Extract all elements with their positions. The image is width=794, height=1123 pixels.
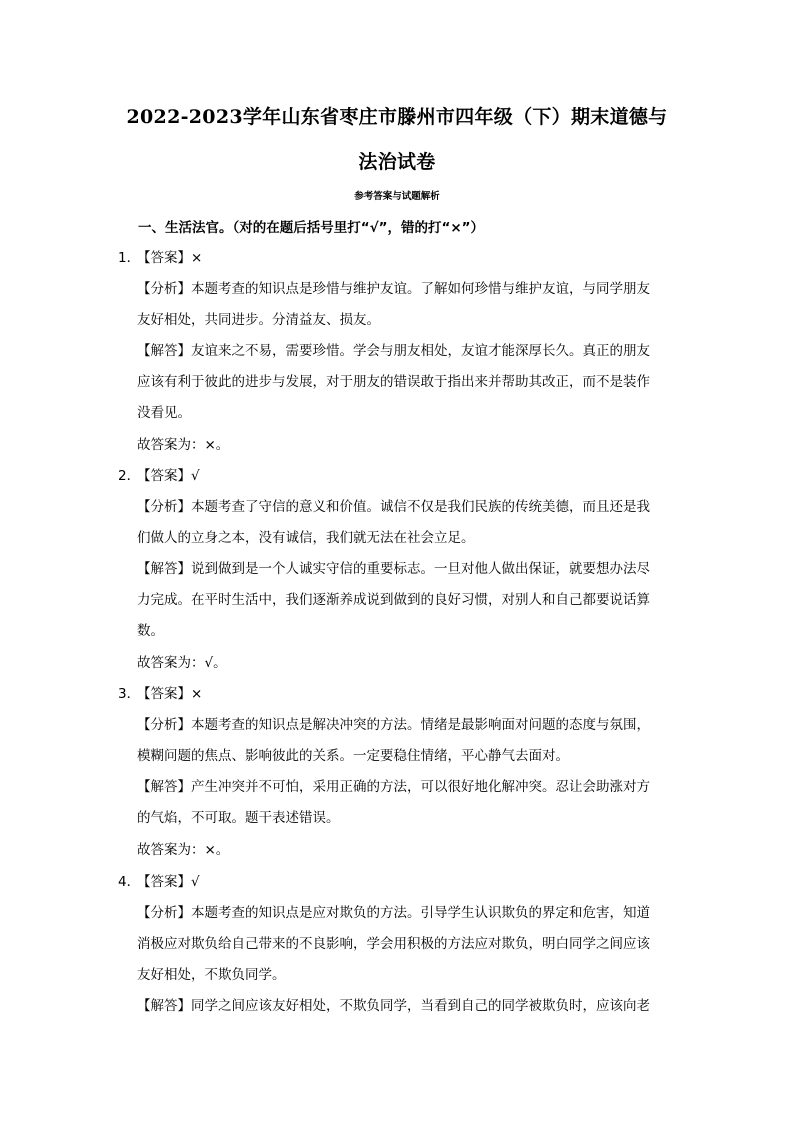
document-title-line-1: 2022-2023学年山东省枣庄市滕州市四年级（下）期末道德与 [126, 106, 668, 128]
question-number: 3． [118, 686, 141, 702]
solution-continuation: 数。 [137, 623, 164, 639]
conclusion-line: 故答案为：×。 [137, 842, 230, 858]
solution-continuation: 的气焰，不可取。题干表述错误。 [137, 810, 340, 826]
solution-continuation: 应该有利于彼此的进步与发展，对于朋友的错误敢于指出来并帮助其改正，而不是装作 [137, 374, 650, 390]
analysis-line: 【分析】本题考查了守信的意义和价值。诚信不仅是我们民族的传统美德，而且还是我 [137, 499, 650, 515]
question-number: 4． [118, 874, 141, 890]
analysis-continuation: 友好相处，不欺负同学。 [137, 967, 286, 983]
analysis-line: 【分析】本题考查的知识点是应对欺负的方法。引导学生认识欺负的界定和危害，知道 [137, 905, 650, 921]
solution-line: 【解答】说到做到是一个人诚实守信的重要标志。一旦对他人做出保证，就要想办法尽 [137, 561, 650, 577]
solution-line: 【解答】同学之间应该友好相处，不欺负同学，当看到自己的同学被欺负时，应该向老 [137, 998, 650, 1014]
answer-line: 【答案】× [137, 250, 203, 266]
answer-line: 【答案】√ [137, 874, 200, 890]
answer-line: 【答案】√ [137, 468, 200, 484]
conclusion-line: 故答案为：√。 [137, 655, 227, 671]
question-number: 1． [118, 250, 141, 266]
answer-line: 【答案】× [137, 686, 203, 702]
document-title-line-2: 法治试卷 [358, 151, 436, 173]
analysis-continuation: 模糊问题的焦点、影响彼此的关系。一定要稳住情绪，平心静气去面对。 [137, 748, 569, 764]
solution-continuation: 力完成。在平时生活中，我们逐渐养成说到做到的良好习惯，对别人和自己都要说话算 [137, 592, 650, 608]
solution-continuation: 没看见。 [137, 405, 191, 421]
analysis-continuation: 友好相处，共同进步。分清益友、损友。 [137, 312, 380, 328]
conclusion-line: 故答案为：×。 [137, 437, 230, 453]
analysis-continuation: 消极应对欺负给自己带来的不良影响，学会用积极的方法应对欺负，明白同学之间应该 [137, 936, 650, 952]
document-subtitle: 参考答案与试题解析 [354, 191, 440, 202]
section-heading: 一、生活法官。（对的在题后括号里打“√”，错的打“×”） [138, 220, 485, 236]
solution-line: 【解答】友谊来之不易，需要珍惜。学会与朋友相处，友谊才能深厚长久。真正的朋友 [137, 343, 650, 359]
solution-line: 【解答】产生冲突并不可怕，采用正确的方法，可以很好地化解冲突。忍让会助涨对方 [137, 779, 650, 795]
analysis-continuation: 们做人的立身之本，没有诚信，我们就无法在社会立足。 [137, 530, 475, 546]
question-number: 2． [118, 468, 141, 484]
analysis-line: 【分析】本题考查的知识点是珍惜与维护友谊。了解如何珍惜与维护友谊，与同学朋友 [137, 281, 650, 297]
analysis-line: 【分析】本题考查的知识点是解决冲突的方法。情绪是最影响面对问题的态度与氛围， [137, 717, 650, 733]
